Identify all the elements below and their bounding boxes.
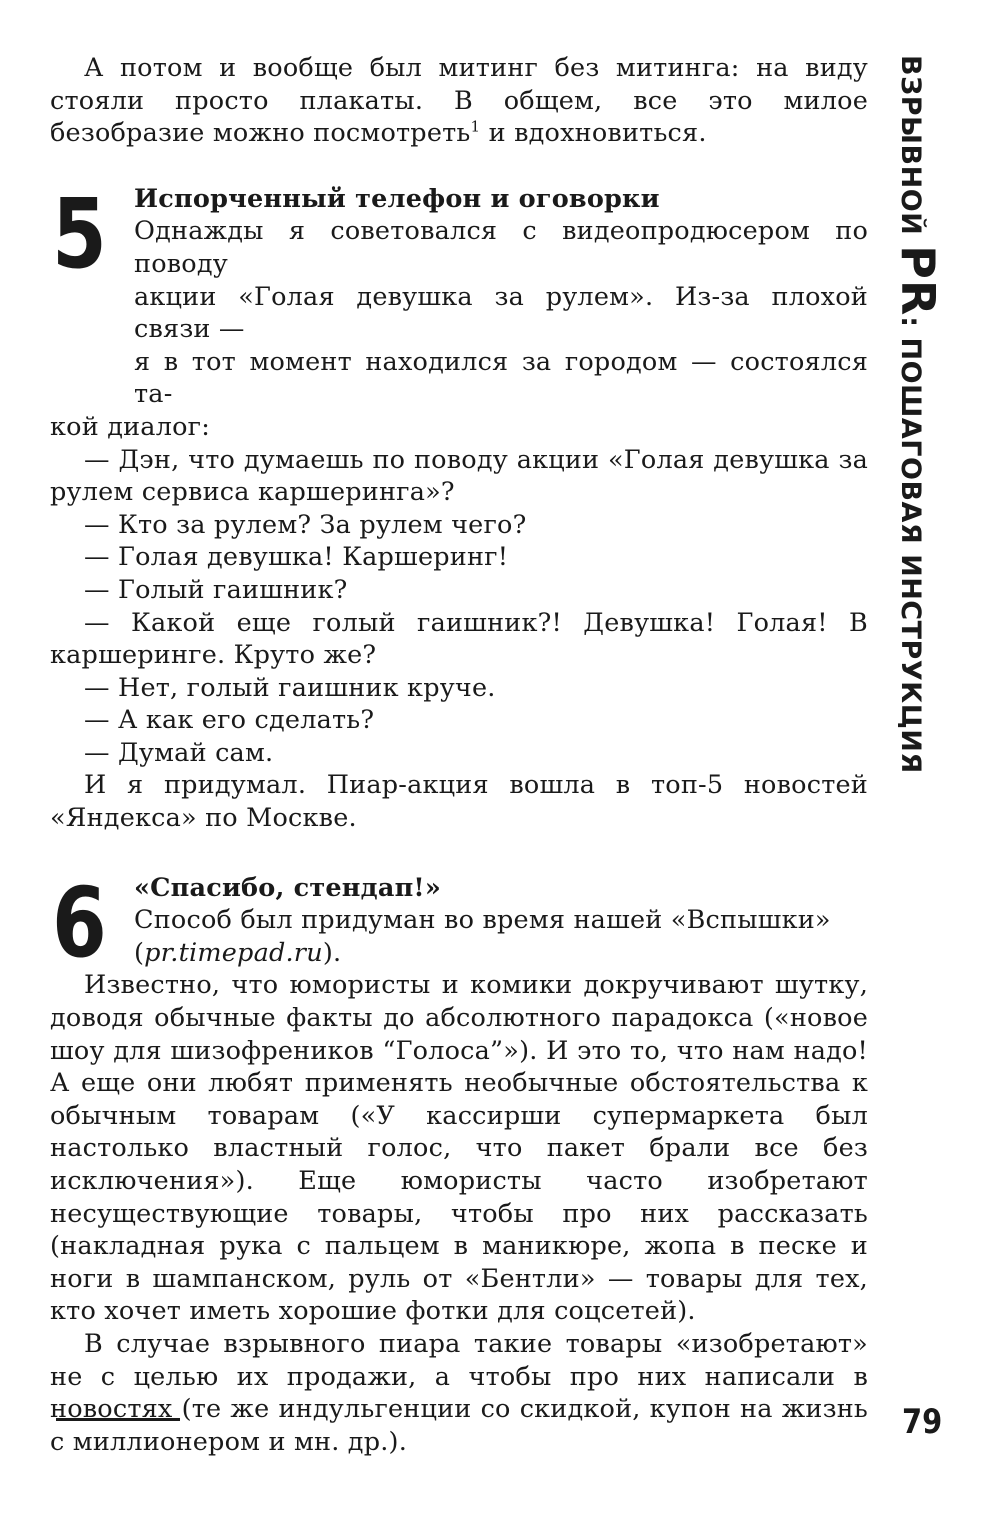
- footnote-divider: [56, 1418, 180, 1421]
- section-5-lead-line-1: Однажды я советовался с видеопродюсером по поводу: [134, 216, 868, 279]
- section-5-lead-line-2: акции «Голая девушка за рулем». Из-за плохой связи —: [134, 281, 868, 345]
- section-5-header: [50, 177, 868, 411]
- dialog-line: — Голая девушка! Каршеринг!: [84, 542, 509, 573]
- section-5-conclusion: И я придумал. Пиар-акция вошла в топ-5 новостей «Яндекса» по Москве.: [50, 770, 868, 834]
- paren-close: ).: [322, 937, 342, 968]
- dialog-line: — Дэн, что думаешь по поводу акции «Голая девушка за рулем сервиса каршеринга»?: [50, 444, 868, 508]
- dialog-line: — Голый гаишник?: [84, 574, 348, 605]
- spacer: [50, 150, 868, 183]
- running-header-pr: PR: [891, 245, 945, 317]
- dialog-line: — Кто за рулем? За рулем чего?: [84, 509, 527, 540]
- intro-text-end: и вдохновиться.: [480, 118, 707, 149]
- section-5-number: 5: [52, 177, 106, 290]
- dialog-line: — Нет, голый гаишник круче.: [84, 672, 496, 703]
- section-6-header: [50, 866, 868, 979]
- section-6-paragraph: В случае взрывного пиара такие товары «изобретают» не с целью их продажи, а чтобы про них написали в новостях (те же индульгенции со скидкой, купон на жизнь с миллионером и мн. др.).: [50, 1328, 868, 1457]
- intro-text: А потом и вообще был митинг без митинга: на виду стояли просто плакаты. В общем, все это милое безобразие можно посмотреть: [50, 53, 868, 149]
- section-5-lead-tail: кой диалог:: [50, 411, 210, 442]
- page-body: [50, 52, 868, 1458]
- section-6-paragraph: Известно, что юмористы и комики докручивают шутку, доводя обычные факты до абсолютного парадокса («новое шоу для шизофреников “Голоса”»). И это то, что нам надо! А еще они любят применять необычные обстоятельства к обычным товарам («У кассирши супермаркета был настолько властный голос, что пакет брали все без исключения»). Еще юмористы часто изобретают несуществующие товары, чтобы про них рассказать (накладная рука с пальцем в маникюре, жопа в песке и ноги в шампанском, руль от «Бентли» — товары для тех, кто хочет иметь хорошие фотки для соцсетей).: [50, 970, 868, 1327]
- spacer: [50, 835, 868, 872]
- running-header-part-1: ВЗРЫВНОЙ: [895, 55, 926, 246]
- running-header-text: [888, 55, 948, 774]
- section-6-title: «Спасибо, стендап!»: [134, 872, 441, 903]
- section-6-lead: Способ был придуман во время нашей «Вспышки»: [134, 905, 831, 936]
- section-6-lead-source: [134, 937, 868, 970]
- page-number: 79: [902, 1402, 943, 1442]
- source-link: pr.timepad.ru: [144, 937, 323, 968]
- section-6-number: 6: [52, 866, 106, 979]
- footnote-mark: 1: [470, 117, 481, 136]
- running-header: [888, 55, 948, 774]
- intro-paragraph: [50, 52, 868, 150]
- section-5-title: Испорченный телефон и оговорки: [134, 183, 660, 214]
- paren-open: (: [134, 937, 145, 968]
- dialog-line: — Думай сам.: [84, 737, 274, 768]
- section-5-lead-line-3: я в тот момент находился за городом — состоялся та-: [134, 346, 868, 410]
- running-header-part-2: : ПОШАГОВАЯ ИНСТРУКЦИЯ: [895, 316, 926, 774]
- dialog-line: — Какой еще голый гаишник?! Девушка! Голая! В каршеринге. Круто же?: [50, 607, 868, 671]
- dialog-line: — А как его сделать?: [84, 705, 375, 736]
